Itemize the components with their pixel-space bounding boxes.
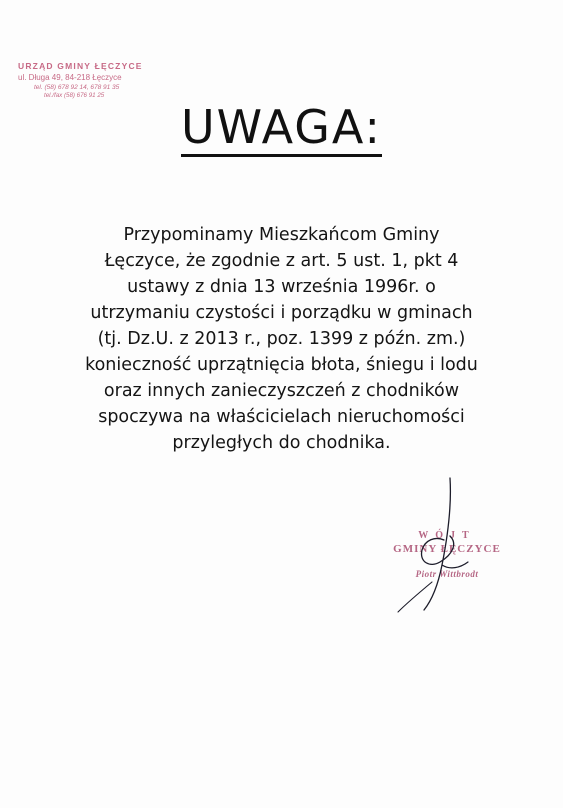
body-line: (tj. Dz.U. z 2013 r., poz. 1399 z późn. zm.) (97, 329, 466, 349)
handwritten-signature (380, 470, 490, 620)
stamp-address: ul. Długa 49, 84-218 Łęczyce (18, 72, 122, 82)
body-line: Przypominamy Mieszkańcom Gminy (123, 225, 440, 245)
notice-title: UWAGA: (181, 100, 382, 157)
stamp-fax: tel./fax (58) 676 91 25 (44, 92, 105, 99)
body-line: Łęczyce, że zgodnie z art. 5 ust. 1, pkt 4 (104, 251, 459, 271)
office-header-stamp (18, 62, 188, 99)
body-line: oraz innych zanieczyszczeń z chodników (103, 381, 460, 401)
stamp-title: WÓJT (418, 530, 476, 541)
body-line: spoczywa na właścicielach nieruchomości (98, 407, 465, 427)
body-line: przyległych do chodnika. (172, 433, 391, 453)
body-line: utrzymaniu czystości i porządku w gminach (90, 303, 473, 323)
body-line: konieczność uprzątnięcia błota, śniegu i lodu (85, 355, 478, 375)
notice-title-wrap (0, 100, 563, 157)
stamp-municipality: GMINY ŁĘCZYCE (393, 543, 501, 555)
stamp-office-name: URZĄD GMINY ŁĘCZYCE (18, 61, 143, 71)
stamp-phone: tel. (58) 678 92 14, 678 91 35 (34, 83, 120, 91)
stamp-person-name: Piotr Wittbrodt (415, 569, 479, 579)
body-line: ustawy z dnia 13 września 1996r. o (127, 277, 436, 297)
notice-body (24, 222, 539, 456)
